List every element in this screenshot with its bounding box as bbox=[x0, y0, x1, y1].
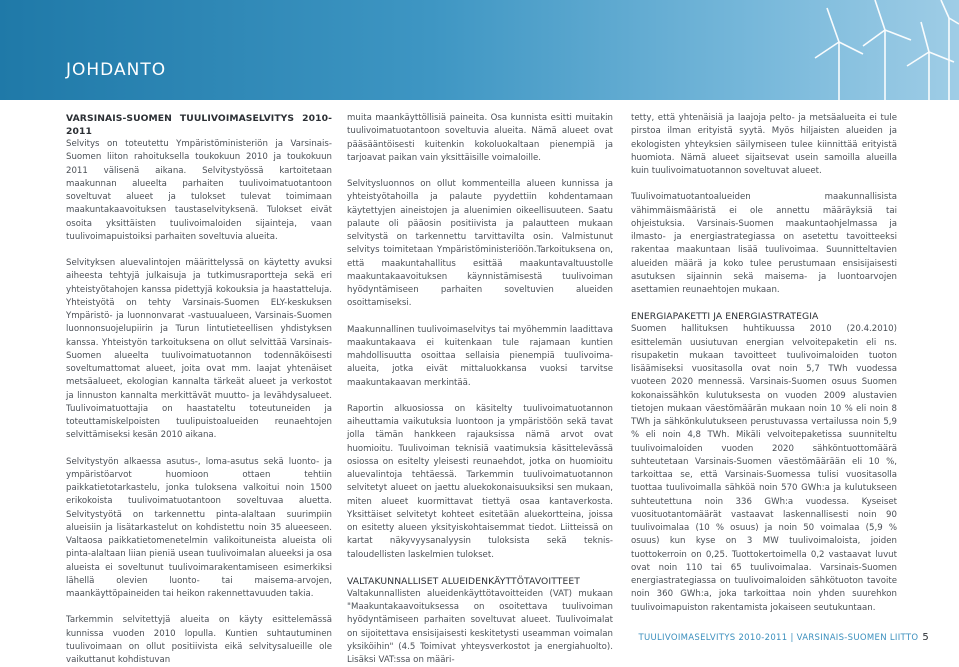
paragraph: Selvitys on toteutettu Ympäristöministeriön ja Varsinais-Suomen liiton rahoituksella toukokuun 2010 ja toukokuun 2011 välisenä aikana. Selvitystyössä kartoitetaan maakunnan alueelta parhaiten tuulivoimatuotantoon soveltuvat alueet ja tulokset tulevat toimimaan maakuntakaavoituksen taustaselvityksenä. Tulokset eivät osoita yksittäisten tuulivoimaloiden sijainteja, vaan tuulivoimapuistoiksi parhaiten soveltuvia alueita. bbox=[66, 139, 332, 242]
page-title: JOHDANTO bbox=[66, 60, 167, 80]
page-footer bbox=[638, 632, 929, 643]
wind-turbines-icon bbox=[779, 0, 959, 100]
section-heading-vat: VALTAKUNNALLISET ALUEIDENKÄYTTÖTAVOITTEET bbox=[347, 575, 580, 587]
paragraph: Tuulivoimatuotantoalueiden maakunnallisista vähimmäismääristä ei ole annettu määräyksiä tai ohjeistuksia. Varsinais-Suomen maakuntaohjelmassa ja ilmasto- ja energiastrategiassa on asetettu tavoitteeksi rakentaa maakuntaan lisää tuulivoimaa. Suunnitteltavien alueiden määrä ja koko tulee perustumaan ensisijaisesti asutuksen sijainnin sekä maisema- ja luontoarvojen asettamien reunaehtojen mukaan. bbox=[631, 192, 897, 295]
paragraph: Suomen hallituksen huhtikuussa 2010 (20.4.2010) esittelemän uusiutuvan energian velvoitepaketin eli ns. risupaketin mukaan tavoitteet tuulivoimaloiden tuoton lisäämiseksi vuositasolla ovat noin 5,7 TWh vuodessa vuoteen 2020 mennessä. Varsinais-Suomen osuus Suomen kokonaissähkön kulutuksesta on vuoden 2009 alustavien tietojen mukaan väestömäärän mukaan noin 10 % eli noin 8 TWh ja sähkönkulutukseen perustuvassa vertailussa noin 5,9 % eli noin 4,8 TWh. Mikäli velvoitepaketissa suunniteltu tuulivoimaloiden vuoden 2020 sähköntuottomäärä suhteutetaan Varsinais-Suomen väestömäärään eli 10 %, tarkoittaa se, että Varsinais-Suomessa tulisi vuositasolla tuottaa tuulivoimalla sähköä noin 570 GWh:a ja kulutukseen suhteutettuna noin 336 GWh:a vuodessa. Kyseiset vuosituotantomäärät vastaavat laskennallisesti noin 90 tuulivoimalaa (10 % osuus) ja noin 50 voimalaa (5,9 % osuus) kun kyse on 3 MW tuulivoimaloista, joiden tuottokerroin on 0,25. Tuottokertoimella 0,2 vastaavat luvut ovat noin 110 tai 65 tuulivoimalaa. Varsinais-Suomen energiastrategiassa on tuulivoimaloiden sähkötuoton tavoite noin 360 GWh:a, joka tarkoittaa noin yhden suurehkon tuulivoimapuiston rakentamista jokaiseen seutukuntaan. bbox=[631, 324, 897, 613]
header-banner bbox=[0, 0, 959, 100]
paragraph: Raportin alkuosiossa on käsitelty tuulivoimatuotannon aiheuttamia vaikutuksia luontoon ja ympäristöön sekä tavat jolla tämän hankkeen rajauksissa nämä arvot ovat huomioitu. Tuulivoiman teknisiä vaatimuksia käsittelevässä osiossa on esitelty yleisesti reunaehdot, jotka on huomioitu aluevalintoja tehtäessä. Tarkemmin tuulivoimatuotannon selvitetyt alueet on jaettu aluekokonaisuuksiksi sen mukaan, miten alueet kuormittavat tiettyä osaa kantaverkosta. Yksittäiset selvitetyt kohteet esitetään aluekortteina, joissa on esitetty alueen yksityiskohtaisemmat tiedot. Liitteissä on kartat näkyvyysanalyysin tuloksista sekä teknis-taloudellisten laskelmien tulokset. bbox=[347, 403, 613, 560]
paragraph: tetty, että yhtenäisiä ja laajoja pelto- ja metsäalueita ei tule pirstoa ilman erityistä syytä. Myös hiljaisten alueiden ja ekologisten yhteyksien säilymiseen tulee kiinnittää erityistä huomiota. Nämä alueet sijaitsevat usein samoilla alueilla kuin tuulivoimatuotannon soveltuvat alueet. bbox=[631, 113, 897, 176]
section-heading-tuulivoimaselvitys: VARSINAIS-SUOMEN TUULIVOIMASELVITYS 2010-2011 bbox=[66, 113, 332, 137]
paragraph: Tarkemmin selvitettyjä alueita on käyty esittelemässä kunnissa vuoden 2010 lopulla. Kuntien suhtautuminen tuulivoimaan on ollut positiivista eikä selvitysalueille ole vaikuttanut kohdistuvan bbox=[66, 615, 332, 665]
paragraph: Selvitystyön alkaessa asutus-, loma-asutus sekä luonto- ja ympäristöarvot huomioon ottaen tehtiin paikkatietotarkastelu, jonka tuloksena valkoitui noin 1500 erikokoista tuulivoimatuotantoon soveltuvaa aluetta. Selvitystyötä on tarkennettu pinta-alaltaan suurimpiin alueisiin ja lisätarkastelut on kohdistettu noin 35 alueeseen. Valtaosa paikkatietomenetelmin valikoituneista alueista oli pinta-alaltaan liian pieniä usean tuulivoimalan alueeksi ja osa alueista ei soveltunut tuulivoimarakentamiseen esimerkiksi lähellä olevien luonto- tai maisema-arvojen, maankäyttöpaineiden tai heikon rakennettavuuden takia. bbox=[66, 456, 332, 599]
paragraph: Maakunnallinen tuulivoimaselvitys tai myöhemmin laadittava maakuntakaava ei kuitenkaan tule rajamaan kuntien mahdollisuutta osoittaa sellaisia pienempiä tuulivoima-alueita, jotka eivät mittaluokkansa vuoksi tarvitse maakuntakaavan merkintää. bbox=[347, 324, 613, 388]
paragraph: Selvityksen aluevalintojen määrittelyssä on käytetty avuksi aiheesta tehtyjä julkaisuja ja tutkimusraportteja sekä eri yhteistyötahojen kanssa pidettyjä kokouksia ja haastatteluja. Yhteistyötä on tehty Varsinais-Suomen ELY-keskuksen Ympäristö- ja luonnonvarat -vastuualueen, Varsinais-Suomen luonnonsuojelupiirin ja Turun lintutieteellisen yhdistyksen kanssa. Yhteistyön tarkoituksena on ollut selvittää Varsinais-Suomen alueelta tuulivoimatuotannon todennäköisesti soveltumattomat alueet, joita ovat mm. laajat yhtenäiset metsäalueet, ekologian kannalta tärkeät alueet ja verkostot ja linnuston kannalta merkittävät muutto- ja levähdysalueet. Tuulivoimatuottajia on haastateltu toteutuneiden ja toteuttamiskelpoisten tuulipuistoalueiden reunaehtojen selvittämiseksi kesän 2010 aikana. bbox=[66, 258, 332, 441]
column-2 bbox=[347, 112, 613, 667]
page-number: 5 bbox=[922, 632, 929, 643]
section-heading-energiapaketti: ENERGIAPAKETTI JA ENERGIASTRATEGIA bbox=[631, 311, 819, 323]
paragraph: muita maankäyttöllisiä paineita. Osa kunnista esitti muitakin tuulivoimatuotantoon soveltuvia alueita. Nämä alueet ovat pääsääntöisesti kuitenkin kokoluokaltaan pienempiä ja tarjoavat paikan vain yksittäisille voimaloille. bbox=[347, 113, 613, 163]
column-3 bbox=[631, 112, 897, 615]
paragraph: Selvitysluonnos on ollut kommenteilla alueen kunnissa ja yhteistyötahoilla ja palaute pyydettiin kohdentamaan käytettyjen aineistojen ja aluenimien oikeellisuuteen. Saatu palaute oli pääosin positiivista ja palautteen mukaan selvitystä on tarkennettu tarvittavilta osin. Valmistunut selvitys toimitetaan Ympäristöministeriöön.Tarkoituksena on, että maakuntahallitus esittää maakuntavaltuustolle maakuntakaavoituksen käynnistämisestä tuulivoiman hyödyntämiseen parhaiten soveltuvien alueiden osoittamiseksi. bbox=[347, 179, 613, 309]
column-1 bbox=[66, 112, 332, 667]
footer-text: TUULIVOIMASELVITYS 2010-2011 | VARSINAIS-SUOMEN LIITTO bbox=[638, 633, 919, 643]
paragraph: Valtakunnallisten alueidenkäyttötavoitteiden (VAT) mukaan "Maakuntakaavoituksessa on osoitettava tuulivoiman hyödyntämiseen parhaiten soveltuvat alueet. Tuulivoimalat on sijoitettava ensisijaisesti keskitetysti useamman voimalan yksiköihin" (4.5 Toimivat yhteysverkostot ja energiahuolto). Lisäksi VAT:ssa on määri- bbox=[347, 588, 613, 665]
